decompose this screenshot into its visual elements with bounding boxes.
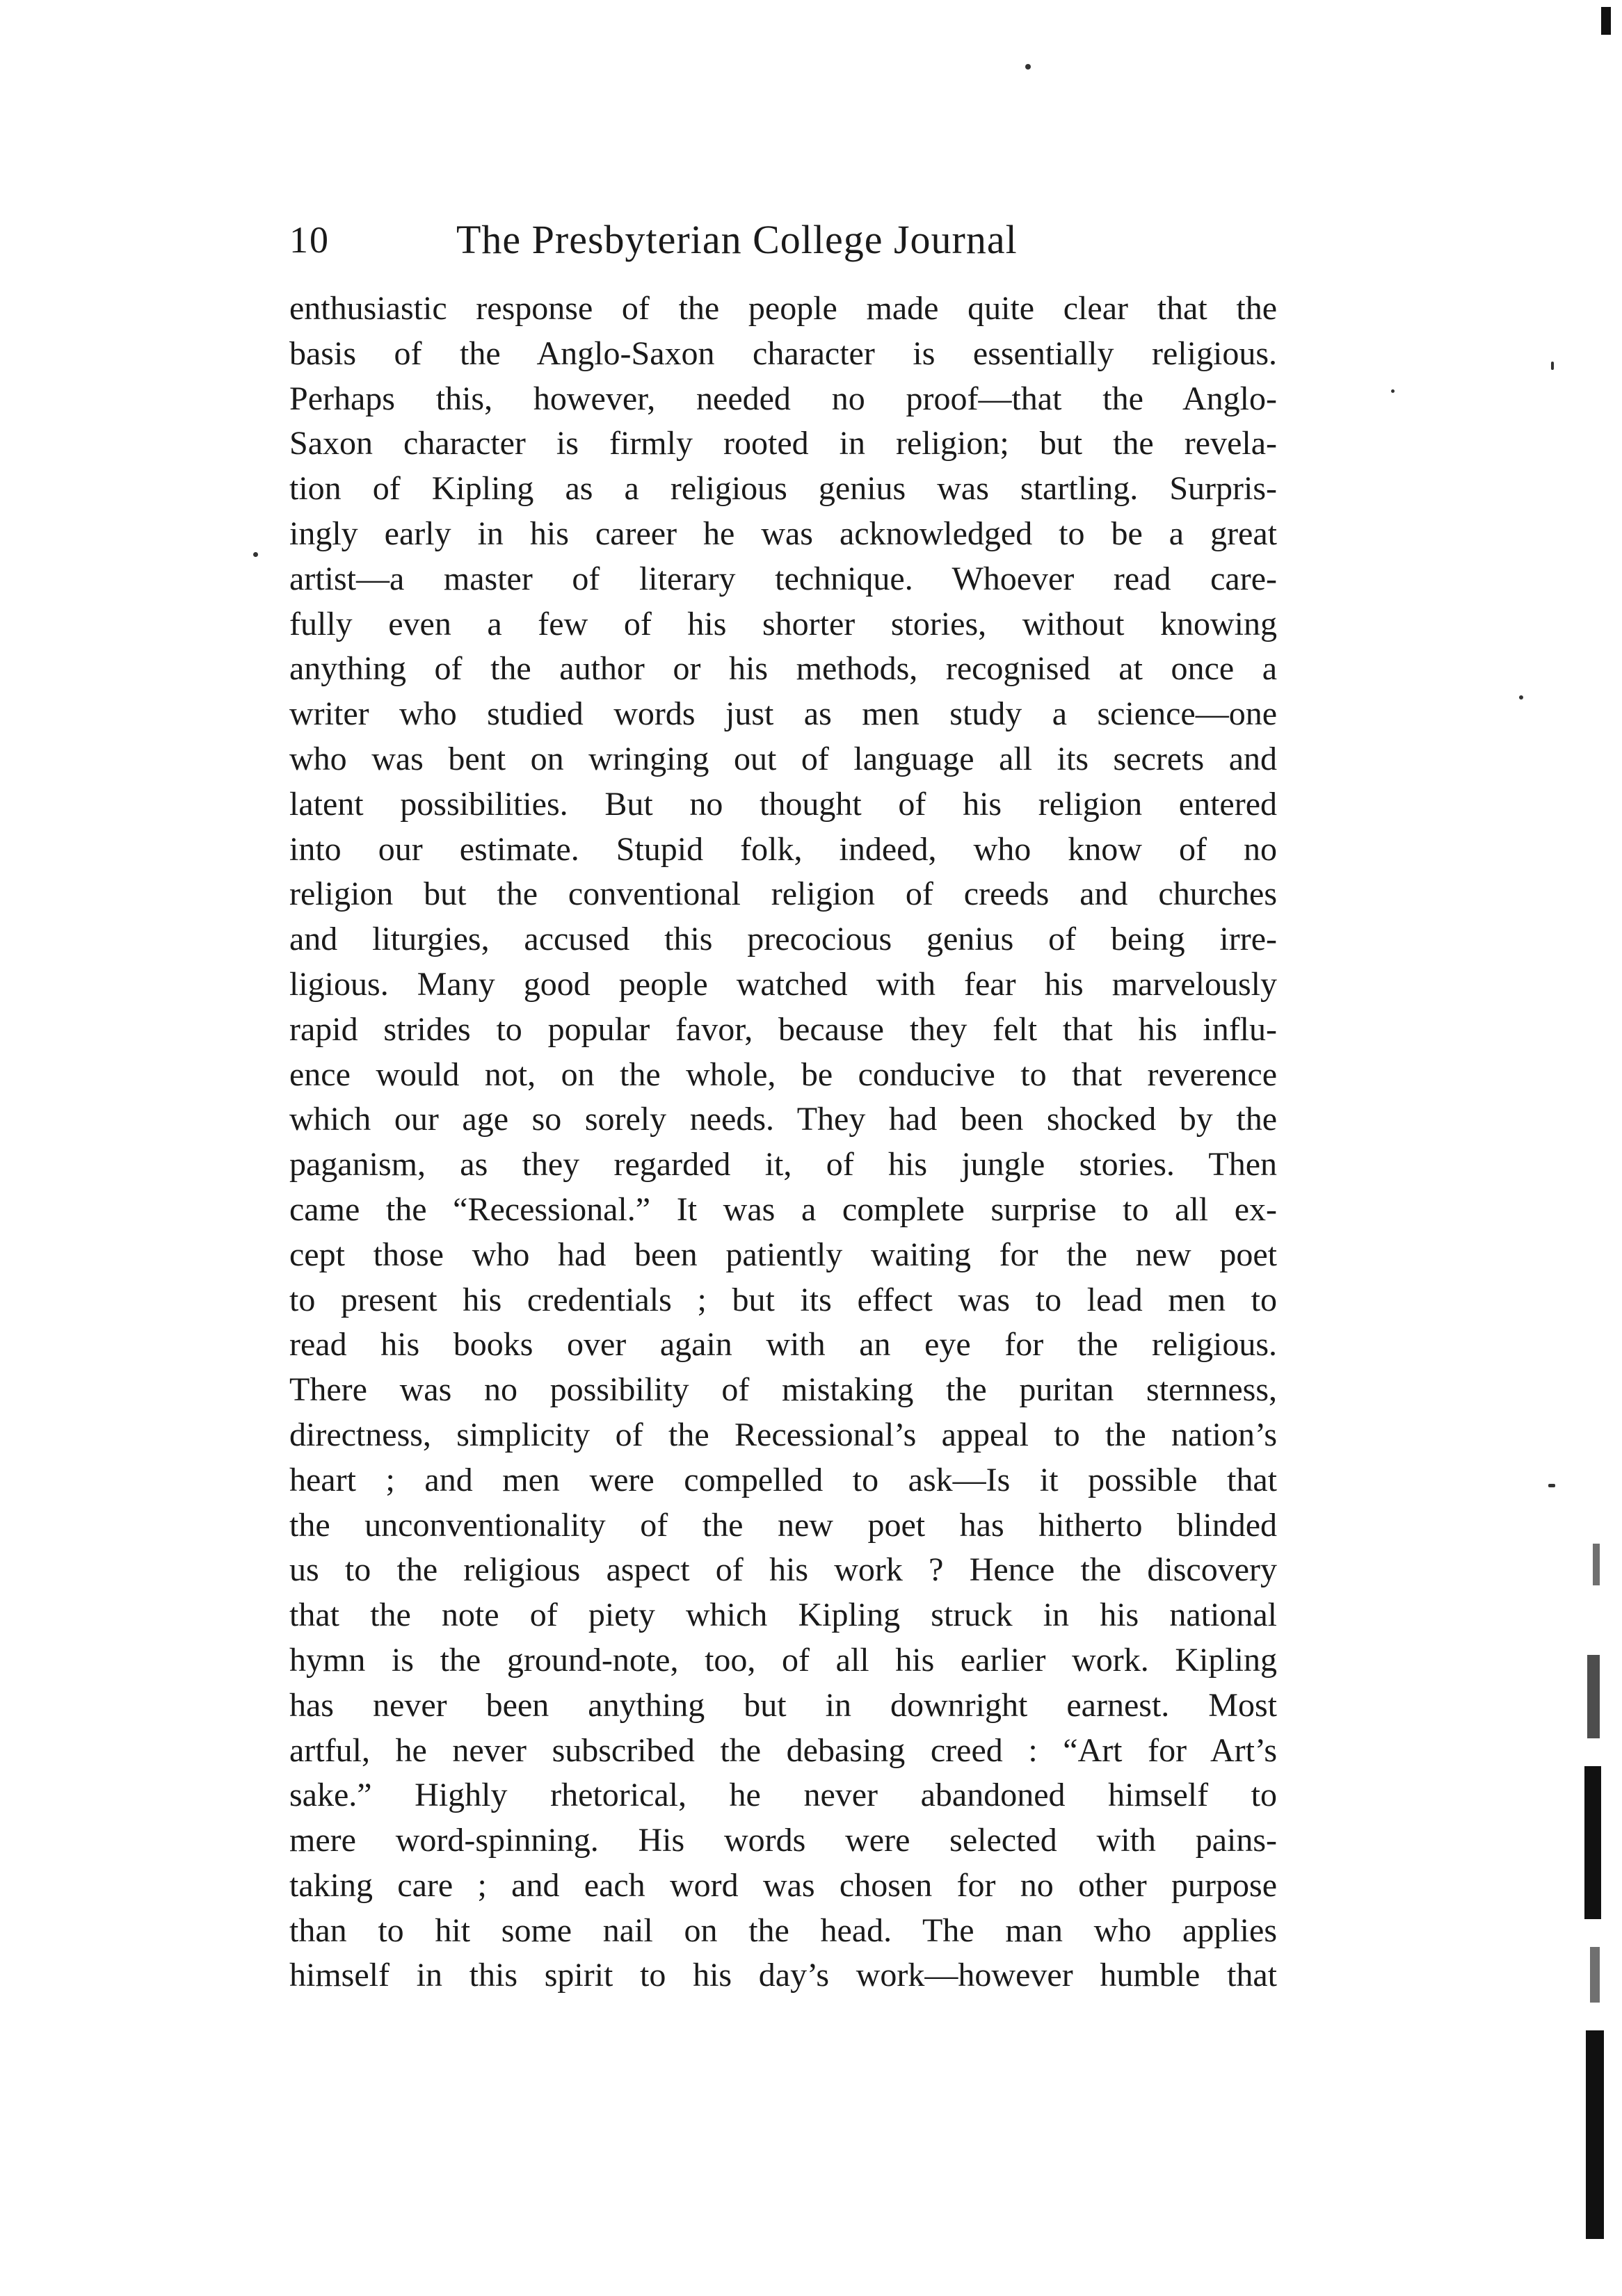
text-line: Perhaps this, however, needed no proof—that the Anglo-	[289, 380, 1277, 417]
scan-speck	[1391, 389, 1395, 393]
text-line: sake.” Highly rhetorical, he never abandoned himself to	[289, 1777, 1277, 1814]
text-line: basis of the Anglo-Saxon character is essentially religious.	[289, 334, 1277, 372]
scan-mark	[1587, 1655, 1600, 1738]
scan-speck	[253, 552, 258, 557]
text-line: us to the religious aspect of his work ? Hence the discovery	[289, 1551, 1277, 1589]
scan-mark	[1586, 2030, 1604, 2239]
body-text	[289, 286, 1277, 1998]
text-line: mere word-spinning. His words were selected with pains-	[289, 1822, 1277, 1859]
text-line: anything of the author or his methods, recognised at once a	[289, 650, 1277, 688]
text-line: has never been anything but in downright earnest. Most	[289, 1686, 1277, 1724]
binding-edge-artifact	[1559, 0, 1622, 2296]
text-line: hymn is the ground-note, too, of all his earlier work. Kipling	[289, 1641, 1277, 1679]
text-line: artist—a master of literary technique. Whoever read care-	[289, 560, 1277, 597]
scan-mark	[1593, 1544, 1600, 1585]
text-line: which our age so sorely needs. They had been shocked by the	[289, 1101, 1277, 1138]
text-line: that the note of piety which Kipling struck in his national	[289, 1596, 1277, 1634]
text-line: the unconventionality of the new poet has hitherto blinded	[289, 1506, 1277, 1544]
text-line: There was no possibility of mistaking the puritan sternness,	[289, 1371, 1277, 1409]
text-line: artful, he never subscribed the debasing creed : “Art for Art’s	[289, 1731, 1277, 1769]
text-line: ingly early in his career he was acknowledged to be a great	[289, 515, 1277, 552]
text-line: religion but the conventional religion of creeds and churches	[289, 875, 1277, 913]
text-line: to present his credentials ; but its effect was to lead men to	[289, 1281, 1277, 1318]
page-number: 10	[289, 219, 330, 261]
text-line: and liturgies, accused this precocious genius of being irre-	[289, 921, 1277, 958]
text-line: taking care ; and each word was chosen for no other purpose	[289, 1866, 1277, 1904]
text-line: paganism, as they regarded it, of his jungle stories. Then	[289, 1146, 1277, 1183]
text-line: latent possibilities. But no thought of his religion entered	[289, 785, 1277, 823]
text-line: ence would not, on the whole, be conducive to that reverence	[289, 1056, 1277, 1093]
text-line: cept those who had been patiently waiting for the new poet	[289, 1236, 1277, 1273]
scan-speck	[1551, 362, 1554, 370]
text-line: came the “Recessional.” It was a complete surprise to all ex-	[289, 1190, 1277, 1228]
text-line: directness, simplicity of the Recessional’s appeal to the nation’s	[289, 1416, 1277, 1453]
scan-mark	[1590, 1947, 1600, 2003]
text-line: who was bent on wringing out of language all its secrets and	[289, 740, 1277, 777]
text-line: heart ; and men were compelled to ask—Is it possible that	[289, 1461, 1277, 1498]
scan-speck	[1025, 64, 1031, 70]
text-line: into our estimate. Stupid folk, indeed, who know of no	[289, 830, 1277, 868]
running-title: The Presbyterian College Journal	[456, 217, 1018, 262]
text-line: rapid strides to popular favor, because they felt that his influ-	[289, 1010, 1277, 1048]
text-line: writer who studied words just as men study a science—one	[289, 695, 1277, 733]
text-line: fully even a few of his shorter stories, without knowing	[289, 605, 1277, 642]
scan-speck	[1519, 695, 1523, 700]
text-line: himself in this spirit to his day’s work—however humble that	[289, 1957, 1277, 1994]
text-line: enthusiastic response of the people made quite clear that the	[289, 290, 1277, 327]
text-line: tion of Kipling as a religious genius was startling. Surpris-	[289, 470, 1277, 508]
scan-speck	[1548, 1484, 1555, 1487]
text-line: Saxon character is firmly rooted in religion; but the revela-	[289, 425, 1277, 462]
page-header	[289, 209, 1277, 271]
text-line: read his books over again with an eye for the religious.	[289, 1326, 1277, 1364]
scan-mark	[1584, 1766, 1601, 1919]
scan-mark	[1601, 7, 1611, 35]
text-line: ligious. Many good people watched with fear his marvelously	[289, 965, 1277, 1003]
text-line: than to hit some nail on the head. The man who applies	[289, 1911, 1277, 1949]
